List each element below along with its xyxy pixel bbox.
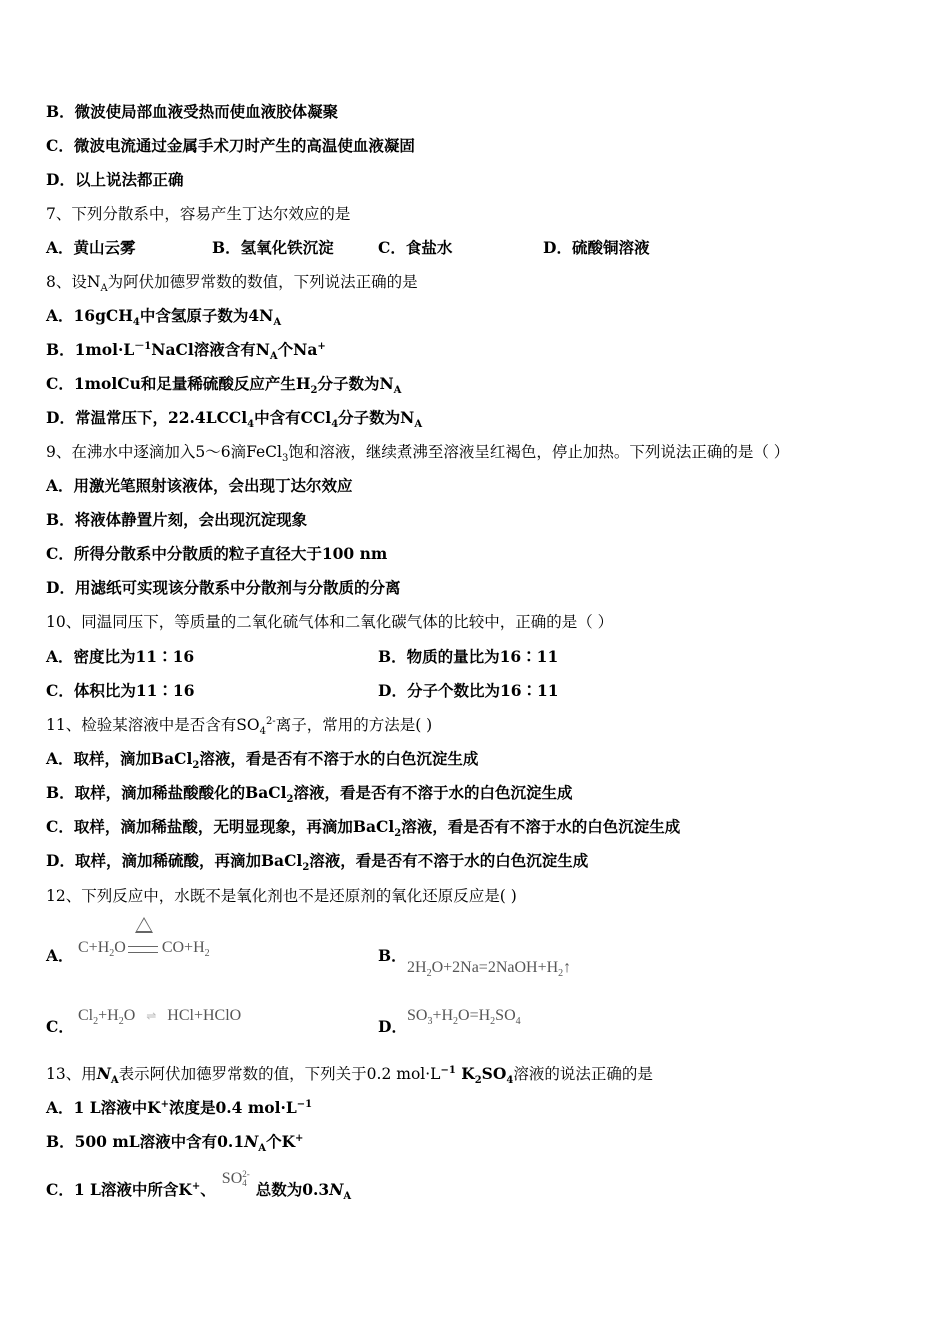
- q12-equation-c: $Cl_2+H_2O$ ⇌ HCl+HClO: [78, 1007, 242, 1027]
- q10-stem: 10、同温同压下，等质量的二氧化硫气体和二氧化碳气体的比较中，正确的是（ ）: [46, 613, 614, 631]
- q8-option-c: C．1molCu和足量稀硫酸反应产生$H_2$分子数为$N_A$: [46, 374, 402, 397]
- q13-option-a: A．1 L溶液中K+浓度是0.4 $mol\cdot L^{-1}$: [46, 1098, 313, 1117]
- q12-equation-d: $SO_3+H_2O=H_2SO_4$: [407, 1007, 521, 1027]
- q11-option-b: B．取样，滴加稀盐酸酸化的BaCl$_2$溶液，看是否有不溶于水的白色沉淀生成: [46, 783, 573, 806]
- option-b-prev: B．微波使局部血液受热而使血液胶体凝聚: [46, 102, 339, 121]
- q9-stem: 9、在沸水中逐滴加入5～6滴FeCl$_3$饱和溶液，继续煮沸至溶液呈红褐色，停止加热。下列说法正确的是（ ）: [46, 443, 790, 465]
- q8-option-b: B．$1mol\cdot L^{-1}NaCl$溶液含有$N_A$个Na+: [46, 340, 326, 363]
- q12-option-b-label: B．: [378, 946, 407, 965]
- q8-option-a: A．16gCH$_4$中含氢原子数为$4N_A$: [46, 306, 282, 329]
- q11-option-c: C．取样，滴加稀盐酸，无明显现象，再滴加BaCl$_2$溶液，看是否有不溶于水的白色沉淀生成: [46, 817, 681, 840]
- heat-triangle-icon: [126, 938, 162, 958]
- q7-option-c: C．食盐水: [378, 238, 453, 257]
- q13-option-c: C．1 L溶液中所含K+、SO 2- 4 总数为$0.3N_A$: [46, 1169, 352, 1203]
- q8-stem: 8、设$N_A$为阿伏加德罗常数的数值，下列说法正确的是: [46, 273, 418, 295]
- q7-option-d: D．硫酸铜溶液: [543, 238, 650, 257]
- q11-option-a: A．取样，滴加BaCl$_2$溶液，看是否有不溶于水的白色沉淀生成: [46, 749, 479, 772]
- q12-equation-a: $C+H_2O$ $CO+H_2$: [78, 938, 210, 960]
- q10-option-c: C．体积比为11∶16: [46, 681, 195, 700]
- q7-option-b: B．氢氧化铁沉淀: [212, 238, 334, 257]
- q8-option-d: D．常温常压下，22.4LCCl$_4$中含有CCl$_4$分子数为$N_A$: [46, 408, 423, 431]
- q9-option-c: C．所得分散系中分散质的粒子直径大于100 nm: [46, 544, 388, 563]
- q10-option-a: A．密度比为11∶16: [46, 647, 195, 666]
- q12-option-c-label: C．: [46, 1017, 74, 1036]
- option-c-prev: C．微波电流通过金属手术刀时产生的高温使血液凝固: [46, 136, 415, 155]
- q12-option-a-label: A．: [46, 946, 74, 965]
- q9-option-a: A．用激光笔照射该液体，会出现丁达尔效应: [46, 476, 353, 495]
- q9-option-b: B．将液体静置片刻，会出现沉淀现象: [46, 510, 308, 529]
- q12-option-d-label: D．: [378, 1017, 407, 1036]
- q11-option-d: D．取样，滴加稀硫酸，再滴加BaCl$_2$溶液，看是否有不溶于水的白色沉淀生成: [46, 851, 589, 874]
- q9-option-d: D．用滤纸可实现该分散系中分散剂与分散质的分离: [46, 578, 401, 597]
- reversible-arrow-icon: ⇌: [146, 1009, 157, 1023]
- q7-option-a: A．黄山云雾: [46, 238, 136, 257]
- sulfate-ion: SO 2- 4: [221, 1169, 250, 1189]
- q13-stem: 13、用$N_A$表示阿伏加德罗常数的值，下列关于0.2 $mol\cdot L^{-1}$ $K_2SO_4$溶液的说法正确的是: [46, 1064, 653, 1087]
- q11-stem: 11、检验某溶液中是否含有$SO_4^{2-}$离子，常用的方法是( ): [46, 715, 433, 738]
- q12-stem: 12、下列反应中，水既不是氧化剂也不是还原剂的氧化还原反应是( ): [46, 887, 517, 905]
- q10-option-d: D．分子个数比为16∶11: [378, 681, 559, 700]
- option-d-prev: D．以上说法都正确: [46, 170, 184, 189]
- q13-option-b: B．500 mL溶液中含有$0.1N_A$个K+: [46, 1132, 304, 1155]
- up-arrow-icon: ↑: [563, 959, 572, 976]
- q7-stem: 7、下列分散系中，容易产生丁达尔效应的是: [46, 205, 351, 223]
- q10-option-b: B．物质的量比为16∶11: [378, 647, 559, 666]
- q12-equation-b: $2H_2O+2Na=2NaOH+H_2↑$: [407, 959, 572, 979]
